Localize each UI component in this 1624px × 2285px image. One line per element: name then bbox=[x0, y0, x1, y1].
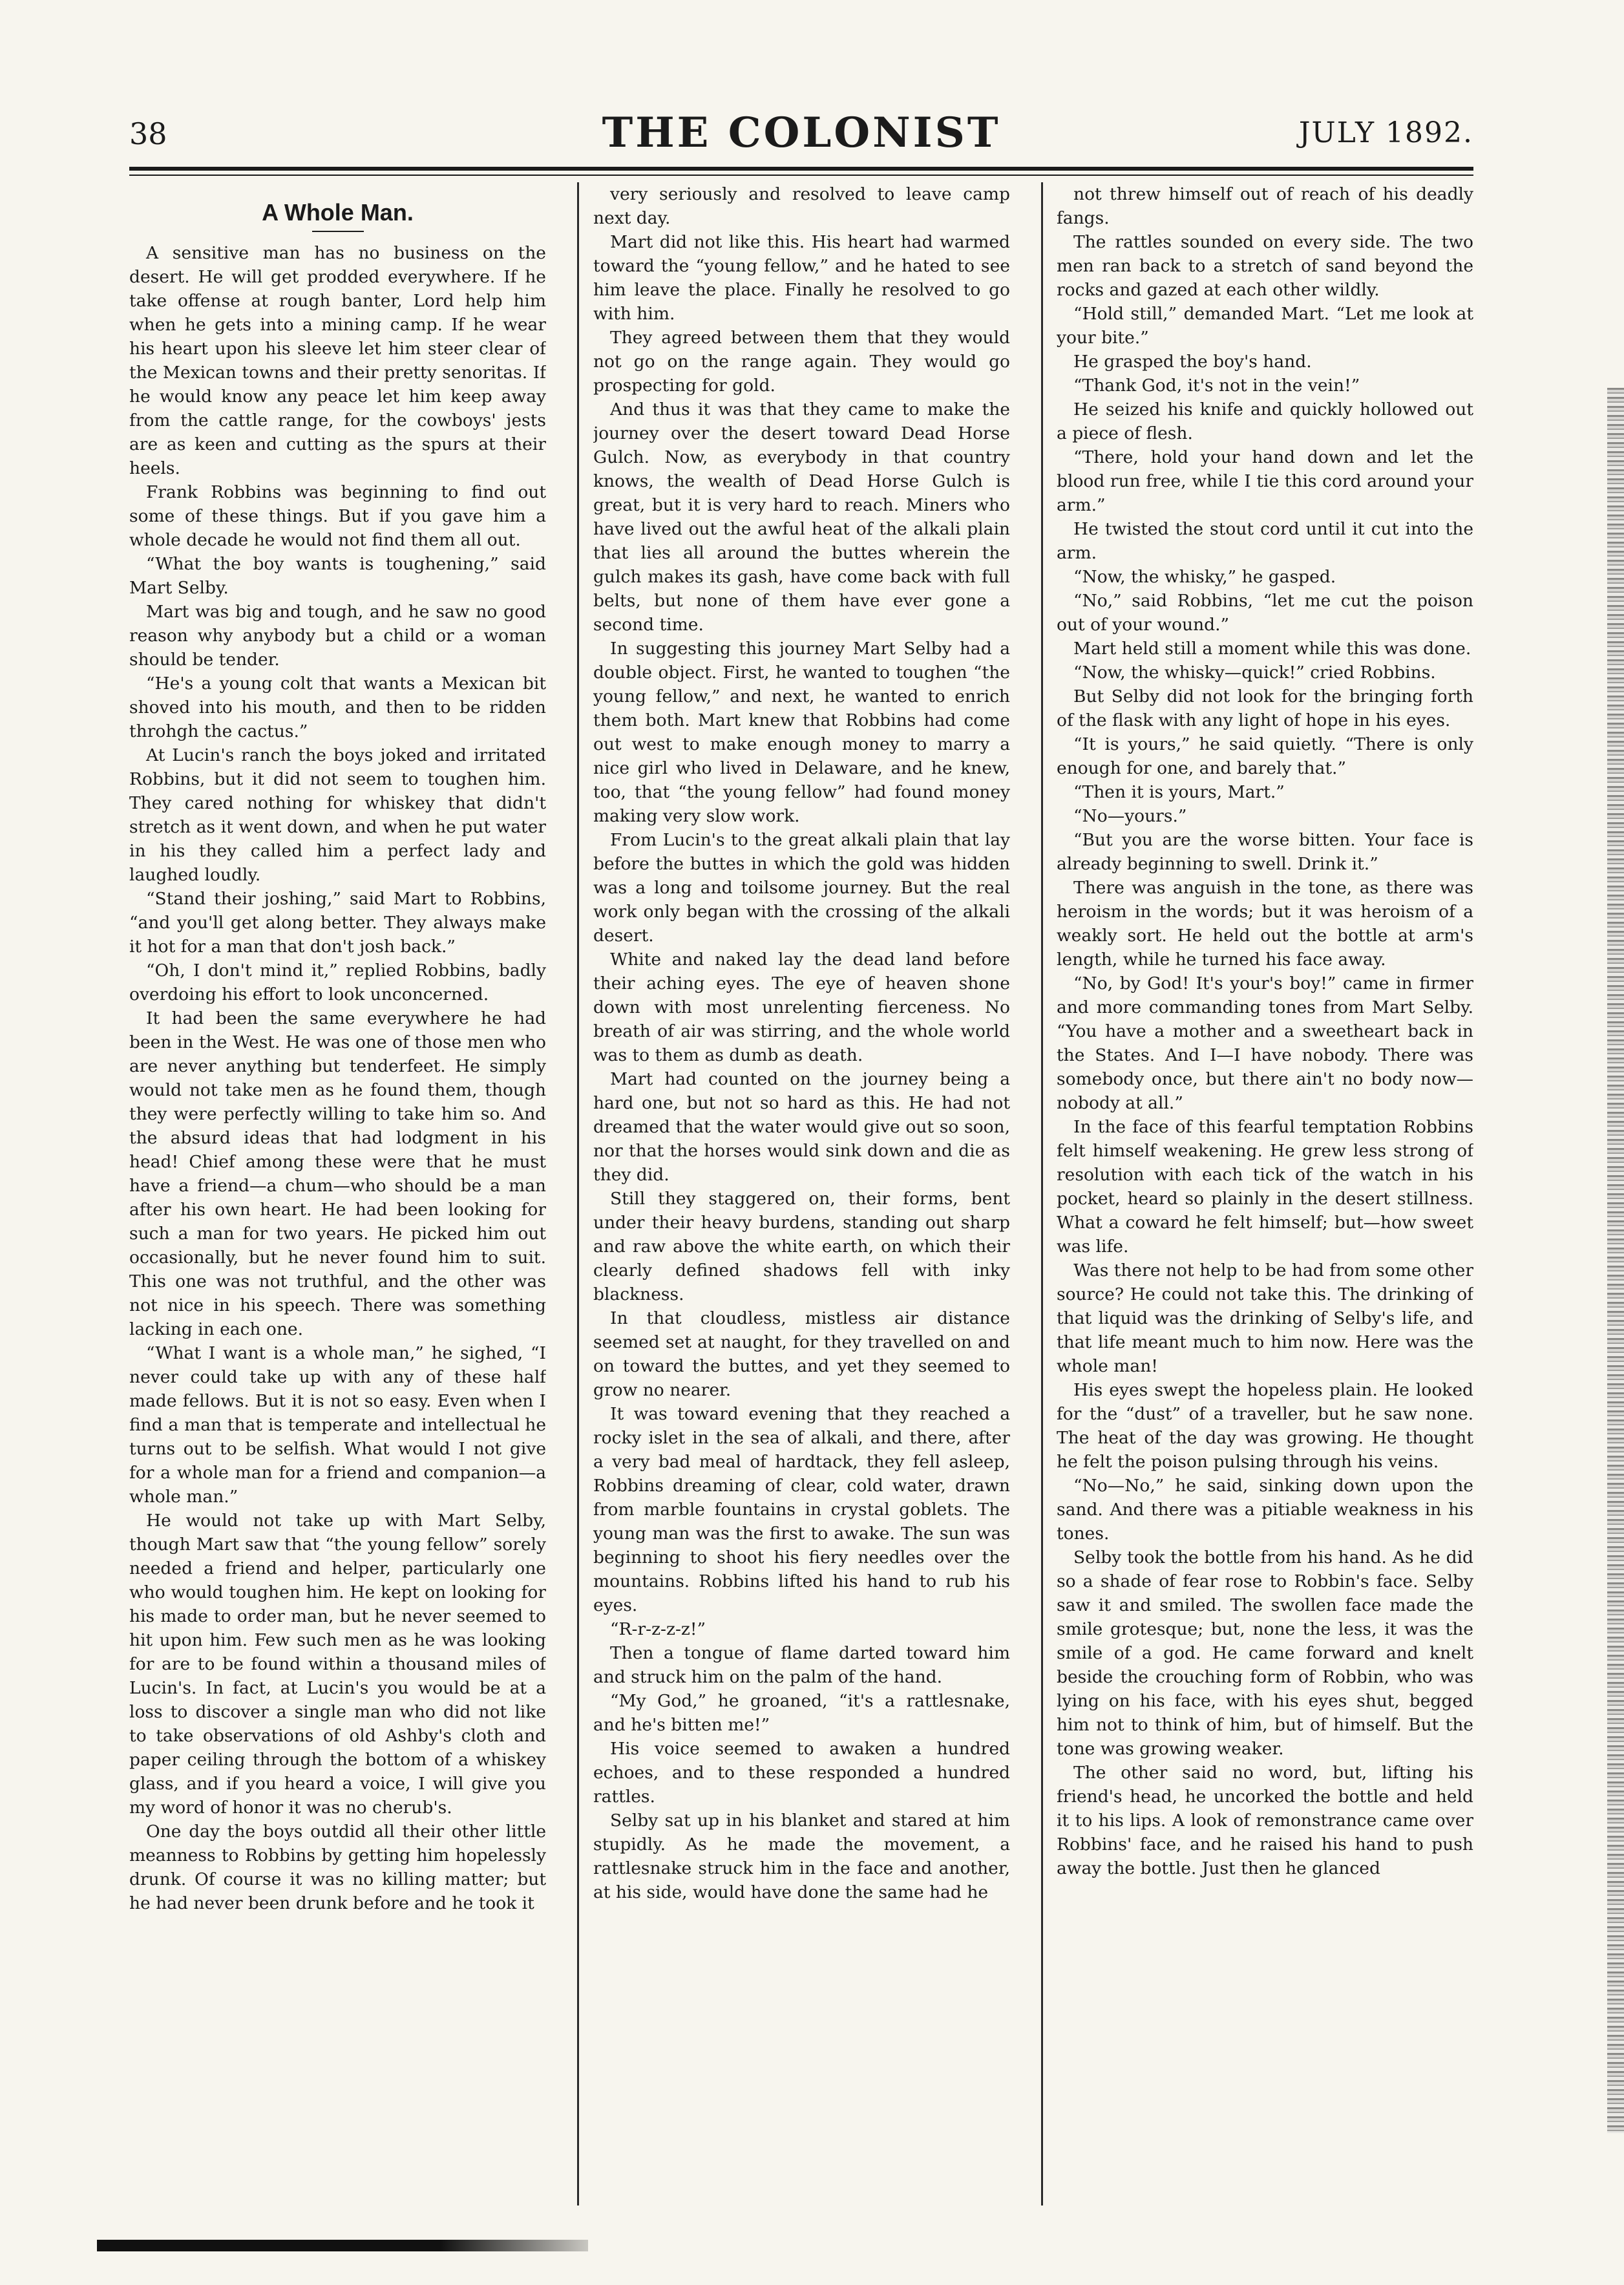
paragraph: “Oh, I don't mind it,” replied Robbins, badly overdoing his effort to look unconcerned. bbox=[129, 961, 546, 1004]
paragraph: not threw himself out of reach of his deadly fangs. bbox=[1057, 184, 1473, 228]
paragraph: In that cloudless, mistless air distance seemed set at naught, for they travelled on and on toward the buttes, and yet they seemed to grow no nearer. bbox=[593, 1308, 1010, 1400]
paragraph: His eyes swept the hopeless plain. He looked for the “dust” of a traveller, but he saw none. The heat of the day was growing. He thought he felt the poison pulsing through his veins. bbox=[1057, 1380, 1473, 1472]
paragraph: “No—yours.” bbox=[1073, 806, 1187, 826]
paragraph: Was there not help to be had from some other source? He could not take this. The drinking of that liquid was the drinking of Selby's life, and that life meant much to him now. Here was the whole man! bbox=[1057, 1260, 1473, 1376]
paragraph: “There, hold your hand down and let the blood run free, while I tie this cord around your arm.” bbox=[1057, 447, 1473, 515]
paragraph: A sensitive man has no business on the desert. He will get prodded everywhere. If he take offense at rough banter, Lord help him when he gets into a mining camp. If he wear his heart upon his sleeve let him steer clear of the Mexican towns and their pretty senoritas. If he would know any peace let him keep away from the cattle range, for the cowboys' jests are as keen and cutting as the spurs at their heels. bbox=[129, 243, 546, 478]
paragraph: At Lucin's ranch the boys joked and irritated Robbins, but it did not seem to toughen him. They cared nothing for whiskey that didn't stretch as it went down, and when he put water in his they called him a perfect lady and laughed loudly. bbox=[129, 745, 546, 885]
paragraph: And thus it was that they came to make the journey over the desert toward Dead Horse Gulch. Now, as everybody in that country knows, the wealth of Dead Horse Gulch is great, but it is very hard to reach. Miners who have lived out the awful heat of the alkali plain that lies all around the buttes wherein the gulch makes its gash, have come back with full belts, but none of them have ever gone a second time. bbox=[593, 399, 1010, 635]
paragraph: White and naked lay the dead land before their aching eyes. The eye of heaven shone down with most unrelenting fierceness. No breath of air was stirring, and the whole world was to them as dumb as death. bbox=[593, 950, 1010, 1065]
scan-edge-artifact bbox=[1607, 388, 1624, 2133]
column-2 bbox=[593, 182, 1010, 2205]
paragraph: It was toward evening that they reached a rocky islet in the sea of alkali, and there, after a very bad meal of hardtack, they fell asleep, Robbins dreaming of clear, cold water, drawn from marble fountains in crystal goblets. The young man was the first to awake. The sun was beginning to shoot his fiery needles over the mountains. Robbins lifted his hand to rub his eyes. bbox=[593, 1404, 1010, 1615]
paragraph: “Thank God, it's not in the vein!” bbox=[1073, 376, 1360, 396]
column-3 bbox=[1057, 182, 1473, 2205]
paragraph: One day the boys outdid all their other little meanness to Robbins by getting him hopelessly drunk. Of course it was no killing matter; but he had never been drunk before and he took it bbox=[129, 1822, 546, 1913]
page-header bbox=[129, 97, 1473, 175]
paragraph: Mart was big and tough, and he saw no good reason why anybody but a child or a woman should be tender. bbox=[129, 602, 546, 670]
paragraph: In the face of this fearful temptation Robbins felt himself weakening. He grew less strong of resolution with each tick of the watch in his pocket, heard so plainly in the desert stillness. What a coward he felt himself; but—how sweet was life. bbox=[1057, 1117, 1473, 1257]
paragraph: Selby sat up in his blanket and stared at him stupidly. As he made the movement, a rattlesnake struck him in the face and another, at his side, would have done the same had he bbox=[593, 1811, 1010, 1902]
paragraph: Frank Robbins was beginning to find out some of these things. But if you gave him a whole decade he would not find them all out. bbox=[129, 482, 546, 550]
page-number: 38 bbox=[129, 116, 167, 151]
paragraph: His voice seemed to awaken a hundred echoes, and to these responded a hundred rattles. bbox=[593, 1739, 1010, 1807]
paragraph: He seized his knife and quickly hollowed out a piece of flesh. bbox=[1057, 399, 1473, 443]
column-divider-2 bbox=[1041, 182, 1043, 2205]
paragraph: “R-r-z-z-z!” bbox=[610, 1619, 706, 1639]
paragraph: “What I want is a whole man,” he sighed, “I never could take up with any of these half made fellows. But it is not so easy. Even when I find a man that is temperate and intellectual he turns out to be selfish. What would I not give for a whole man for a friend and companion—a whole man.” bbox=[129, 1343, 546, 1507]
title-divider bbox=[312, 231, 364, 232]
column-divider-1 bbox=[577, 182, 579, 2205]
article-title: A Whole Man. bbox=[262, 199, 414, 226]
paragraph: He would not take up with Mart Selby, though Mart saw that “the young fellow” sorely needed a friend and helper, particularly one who would toughen him. He kept on looking for his made to order man, but he never seemed to hit upon him. Few such men as he was looking for are to be found within a thousand miles of Lucin's. In fact, at Lucin's you would be at a loss to discover a single man who did not like to take observations of old Ashby's cloth and paper ceiling through the bottom of a whiskey glass, and if you heard a voice, I will give you my word of honor it was no cherub's. bbox=[129, 1511, 546, 1818]
paragraph: “Now, the whisky—quick!” cried Robbins. bbox=[1073, 663, 1436, 683]
paragraph: It had been the same everywhere he had been in the West. He was one of those men who are never anything but tenderfeet. He simply would not take men as he found them, though they were perfectly willing to take him so. And the absurd ideas that had lodgment in his head! Chief among these were that he must have a friend—a chum—who should be a man after his own heart. He had been looking for such a man for two years. He picked him out occasionally, but he never found him to suit. This one was not truthful, and the other was not nice in his speech. There was something lacking in each one. bbox=[129, 1008, 546, 1339]
paragraph: “No—No,” he said, sinking down upon the sand. And there was a pitiable weakness in his tones. bbox=[1057, 1476, 1473, 1544]
paragraph: There was anguish in the tone, as there was heroism in the words; but it was heroism of a weakly sort. He held out the bottle at arm's length, while he turned his face away. bbox=[1057, 878, 1473, 970]
paragraph: Mart had counted on the journey being a hard one, but not so hard as this. He had not dreamed that the water would give out so soon, nor that the horses would sink down and die as they did. bbox=[593, 1069, 1010, 1185]
paragraph: “Then it is yours, Mart.” bbox=[1073, 782, 1285, 802]
paragraph: “He's a young colt that wants a Mexican bit shoved into his mouth, and then to be ridden throhgh the cactus.” bbox=[129, 674, 546, 741]
paragraph: He twisted the stout cord until it cut into the arm. bbox=[1057, 519, 1473, 563]
paragraph: Then a tongue of flame darted toward him and struck him on the palm of the hand. bbox=[593, 1643, 1010, 1687]
paragraph: But Selby did not look for the bringing forth of the flask with any light of hope in his eyes. bbox=[1057, 686, 1473, 730]
column-1 bbox=[129, 182, 546, 2205]
column-2-text bbox=[593, 182, 1010, 1904]
paragraph: Mart held still a moment while this was done. bbox=[1073, 639, 1471, 659]
paragraph: very seriously and resolved to leave camp next day. bbox=[593, 184, 1010, 228]
paragraph: He grasped the boy's hand. bbox=[1073, 352, 1312, 372]
masthead: THE COLONIST bbox=[602, 109, 1001, 157]
header-rule-thick bbox=[129, 167, 1473, 171]
paragraph: The rattles sounded on every side. The two men ran back to a stretch of sand beyond the rocks and gazed at each other wildly. bbox=[1057, 232, 1473, 300]
paragraph: They agreed between them that they would not go on the range again. They would go prospecting for gold. bbox=[593, 328, 1010, 396]
paragraph: “Hold still,” demanded Mart. “Let me look at your bite.” bbox=[1057, 304, 1473, 348]
scan-bottom-bar bbox=[97, 2240, 588, 2251]
paragraph: “No, by God! It's your's boy!” came in firmer and more commanding tones from Mart Selby. “You have a mother and a sweetheart back in the States. And I—I have nobody. There was somebody once, but there ain't no body now—nobody at all.” bbox=[1057, 973, 1473, 1113]
paragraph: Still they staggered on, their forms, bent under their heavy burdens, standing out sharp and raw above the white earth, on which their clearly defined shadows fell with inky blackness. bbox=[593, 1189, 1010, 1304]
column-1-text bbox=[129, 241, 546, 1915]
paragraph: “No,” said Robbins, “let me cut the poison out of your wound.” bbox=[1057, 591, 1473, 635]
paragraph: In suggesting this journey Mart Selby had a double object. First, he wanted to toughen “the young fellow,” and next, he wanted to enrich them both. Mart knew that Robbins had come out west to make enough money to marry a nice girl who lived in Delaware, and he knew, too, that “the young fellow” had found money making very slow work. bbox=[593, 639, 1010, 826]
paragraph: “Stand their joshing,” said Mart to Robbins, “and you'll get along better. They always make it hot for a man that don't josh back.” bbox=[129, 889, 546, 957]
paragraph: “Now, the whisky,” he gasped. bbox=[1073, 567, 1336, 587]
paragraph: Selby took the bottle from his hand. As he did so a shade of fear rose to Robbin's face. Selby saw it and smiled. The swollen face made the smile grotesque; but, none the less, it was the smile of a god. He came forward and knelt beside the crouching form of Robbin, who was lying on his face, with his eyes shut, begged him not to think of him, but of himself. But the tone was growing weaker. bbox=[1057, 1547, 1473, 1759]
header-rule-thin bbox=[129, 175, 1473, 176]
paragraph: “But you are the worse bitten. Your face is already beginning to swell. Drink it.” bbox=[1057, 830, 1473, 874]
paragraph: “It is yours,” he said quietly. “There is only enough for one, and barely that.” bbox=[1057, 734, 1473, 778]
paragraph: From Lucin's to the great alkali plain that lay before the buttes in which the gold was hidden was a long and toilsome journey. But the real work only began with the crossing of the alkali desert. bbox=[593, 830, 1010, 946]
paragraph: The other said no word, but, lifting his friend's head, he uncorked the bottle and held it to his lips. A look of remonstrance came over Robbins' face, and he raised his hand to push away the bottle. Just then he glanced bbox=[1057, 1763, 1473, 1878]
issue-date: JULY 1892. bbox=[1298, 116, 1473, 149]
column-3-text bbox=[1057, 182, 1473, 1880]
paragraph: “My God,” he groaned, “it's a rattlesnake, and he's bitten me!” bbox=[593, 1691, 1010, 1735]
paragraph: “What the boy wants is toughening,” said Mart Selby. bbox=[129, 554, 546, 598]
paragraph: Mart did not like this. His heart had warmed toward the “young fellow,” and he hated to see him leave the place. Finally he resolved to go with him. bbox=[593, 232, 1010, 324]
